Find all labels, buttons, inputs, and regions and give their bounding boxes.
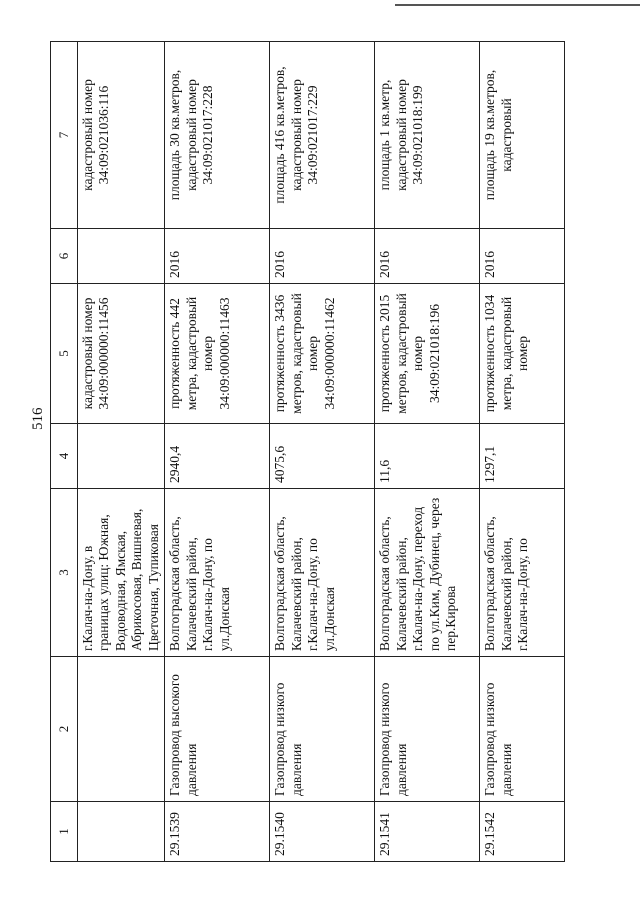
gas-pipeline-table bbox=[50, 41, 565, 862]
column-header: 6 bbox=[51, 229, 78, 284]
object-characteristics: протяженность 1034 метра, кадастровый номер bbox=[480, 284, 565, 424]
object-year: 2016 bbox=[480, 229, 565, 284]
object-year: 2016 bbox=[165, 229, 270, 284]
object-characteristics: протяженность 2015 метров, кадастровый номер 34:09:021018:196 bbox=[375, 284, 480, 424]
land-plot-info: площадь 19 кв.метров, кадастровый bbox=[480, 42, 565, 229]
object-value bbox=[78, 424, 165, 489]
column-header: 7 bbox=[51, 42, 78, 229]
column-header: 4 bbox=[51, 424, 78, 489]
column-header: 3 bbox=[51, 489, 78, 657]
object-name: Газопровод высокого давления bbox=[165, 657, 270, 802]
object-value: 1297,1 bbox=[480, 424, 565, 489]
object-address: Волгоградская область, Калачевский район, г.Калач-на-Дону, переход по ул.Ким, Дубинец, через пер.Кирова bbox=[375, 489, 480, 657]
object-characteristics: протяженность 442 метра, кадастровый номер 34:09:000000:11463 bbox=[165, 284, 270, 424]
table-row bbox=[165, 42, 270, 862]
object-name: Газопровод низкого давления bbox=[270, 657, 375, 802]
row-number: 29.1540 bbox=[270, 802, 375, 862]
table-row bbox=[480, 42, 565, 862]
object-name: Газопровод низкого давления bbox=[375, 657, 480, 802]
row-number: 29.1542 bbox=[480, 802, 565, 862]
table-row bbox=[375, 42, 480, 862]
object-address: Волгоградская область, Калачевский район, г.Калач-на-Дону, по ул.Донская bbox=[165, 489, 270, 657]
object-characteristics: кадастровый номер 34:09:000000:11456 bbox=[78, 284, 165, 424]
page-number: 516 bbox=[30, 407, 46, 430]
object-value: 2940,4 bbox=[165, 424, 270, 489]
column-header: 1 bbox=[51, 802, 78, 862]
column-header: 2 bbox=[51, 657, 78, 802]
object-value: 4075,6 bbox=[270, 424, 375, 489]
object-value: 11,6 bbox=[375, 424, 480, 489]
table-row bbox=[270, 42, 375, 862]
object-name bbox=[78, 657, 165, 802]
object-address: Волгоградская область, Калачевский район, г.Калач-на-Дону, по ул.Донская bbox=[270, 489, 375, 657]
land-plot-info: площадь 416 кв.метров, кадастровый номер 34:09:021017:229 bbox=[270, 42, 375, 229]
land-plot-info: площадь 30 кв.метров, кадастровый номер 34:09:021017:228 bbox=[165, 42, 270, 229]
row-number: 29.1539 bbox=[165, 802, 270, 862]
object-address: г.Калач-на-Дону, в границах улиц: Южная, Водоводная, Ямская, Абрикосовая, Вишневая, Цветочная, Тупиковая bbox=[78, 489, 165, 657]
object-year bbox=[78, 229, 165, 284]
object-characteristics: протяженность 3436 метров, кадастровый номер 34:09:000000:11462 bbox=[270, 284, 375, 424]
object-name: Газопровод низкого давления bbox=[480, 657, 565, 802]
land-plot-info: кадастровый номер 34:09:021036:116 bbox=[78, 42, 165, 229]
object-year: 2016 bbox=[270, 229, 375, 284]
column-header: 5 bbox=[51, 284, 78, 424]
top-rule bbox=[395, 4, 640, 6]
land-plot-info: площадь 1 кв.метр, кадастровый номер 34:09:021018:199 bbox=[375, 42, 480, 229]
row-number bbox=[78, 802, 165, 862]
row-number: 29.1541 bbox=[375, 802, 480, 862]
table-row bbox=[78, 42, 165, 862]
object-address: Волгоградская область, Калачевский район, г.Калач-на-Дону, по bbox=[480, 489, 565, 657]
header-row bbox=[51, 42, 78, 862]
rotated-table-container bbox=[50, 42, 610, 862]
object-year: 2016 bbox=[375, 229, 480, 284]
